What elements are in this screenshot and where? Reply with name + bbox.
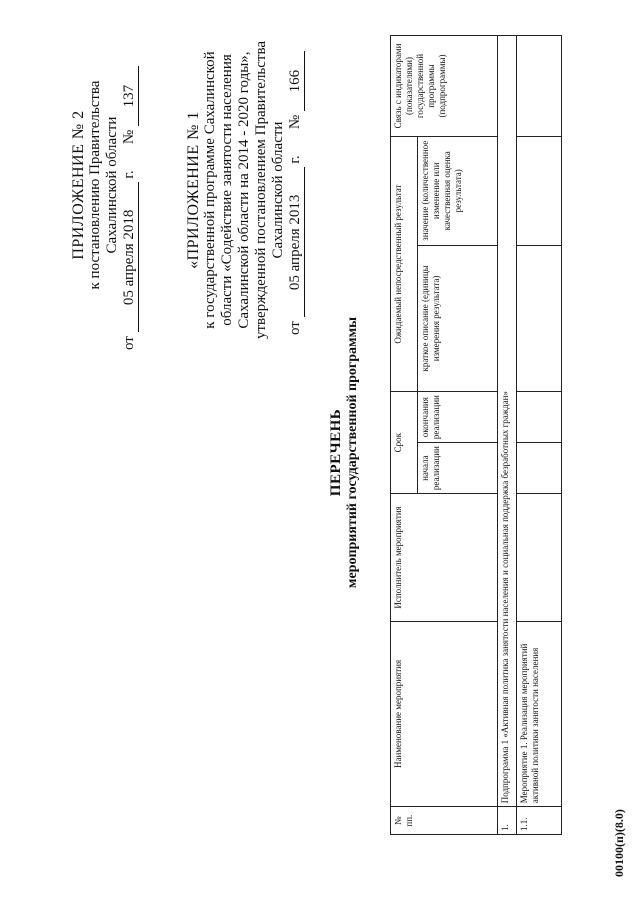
appendix-2-title: ПРИЛОЖЕНИЕ № 2	[70, 110, 87, 260]
program-number: 166	[287, 51, 305, 111]
title-sub: мероприятий государственной программы	[345, 316, 360, 589]
decree-date: 05 апреля 2018	[121, 182, 139, 332]
table-row	[498, 36, 517, 835]
measure-name: Мероприятие 1. Реализация мероприятий активной политики занятости населения	[517, 621, 562, 807]
col-header-result-desc: краткое описание (единицы измерения результата)	[418, 245, 498, 392]
empty-cell	[517, 245, 562, 392]
row-number: 1.	[498, 807, 517, 835]
col-header-num: № пп.	[391, 807, 498, 835]
appendix-1-title: «ПРИЛОЖЕНИЕ № 1	[185, 111, 202, 269]
col-header-term-start: начала реализации	[418, 443, 498, 494]
table-header-row	[391, 36, 418, 835]
appendix-1-line: области «Содействие занятости населения	[219, 54, 235, 326]
empty-cell	[517, 494, 562, 622]
year-suffix: г.	[121, 170, 137, 179]
col-header-name: Наименование мероприятия	[391, 621, 498, 807]
appendix-1-header	[185, 5, 305, 375]
document-title	[328, 0, 361, 905]
col-header-executor: Исполнитель мероприятия	[391, 494, 498, 622]
title-main: ПЕРЕЧЕНЬ	[328, 408, 344, 497]
document-code: 00100(п)(8.0)	[612, 809, 626, 877]
empty-cell	[517, 443, 562, 494]
col-header-term: Срок	[391, 392, 418, 494]
appendix-1-line: Сахалинской области	[270, 121, 286, 259]
empty-cell	[517, 36, 562, 137]
appendix-1-line: утвержденной постановлением Правительства	[253, 40, 269, 340]
appendix-1-line: к государственной программе Сахалинской	[202, 51, 218, 329]
col-header-term-end: окончания реализации	[418, 392, 498, 443]
number-label: №	[287, 114, 303, 130]
subprogram-title: Подпрограмма 1 «Активная политика занятости населения и социальная поддержка безработных граждан»	[498, 36, 517, 807]
number-label: №	[121, 129, 137, 145]
appendix-2-line: Сахалинской области	[104, 116, 120, 254]
appendix-1-date-row	[287, 5, 305, 375]
from-label: от	[121, 336, 137, 350]
table-row	[517, 36, 562, 835]
year-suffix: г.	[287, 155, 303, 164]
col-header-link: Связь с индикаторами (показателями) государственной программы (подпрограммы)	[391, 36, 498, 137]
program-date: 05 апреля 2013	[287, 167, 305, 317]
row-number: 1.1.	[517, 807, 562, 835]
appendix-2-line: к постановлению Правительства	[87, 80, 103, 290]
col-header-result: Ожидаемый непосредственный результат	[391, 136, 418, 391]
decree-number: 137	[121, 66, 139, 126]
appendix-1-line: Сахалинской области на 2014 - 2020 годы»,	[236, 51, 252, 329]
col-header-result-value: значение (количественное изменение или качественная оценка результата)	[418, 136, 498, 245]
measures-table	[390, 35, 562, 835]
empty-cell	[517, 392, 562, 443]
appendix-2-header	[70, 20, 139, 350]
empty-cell	[517, 136, 562, 245]
appendix-2-date-row	[121, 20, 139, 350]
from-label: от	[287, 321, 303, 335]
